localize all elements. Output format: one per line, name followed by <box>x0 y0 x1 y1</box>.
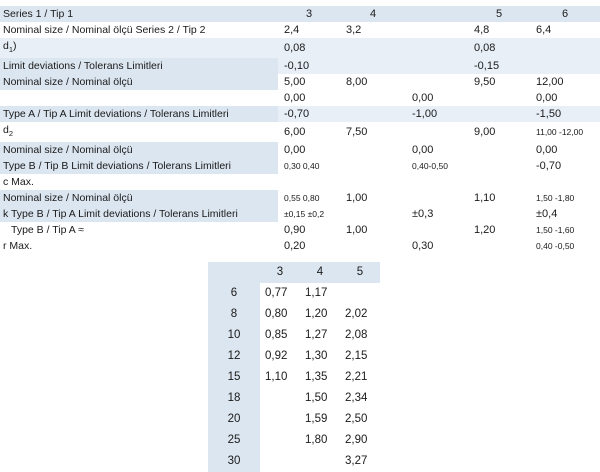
cell-c6: 0,40 -0,50 <box>530 238 600 254</box>
cell-c6: 1,50 -1,60 <box>530 222 600 238</box>
table-row <box>0 58 600 74</box>
cell-c3: ±0,15 ±0,2 <box>278 206 340 222</box>
cell-c3: -0,70 <box>278 106 340 122</box>
row-label: Nominal size / Nominal ölçü <box>0 74 278 90</box>
cell-c45: 0,00 <box>406 142 468 158</box>
cell-c45: ±0,3 <box>406 206 468 222</box>
cell-col5: 3,27 <box>345 455 368 467</box>
cell-c5 <box>468 142 530 158</box>
cell-c45 <box>406 58 468 74</box>
row-header: 8 <box>208 304 260 325</box>
cell-c45 <box>406 222 468 238</box>
cell-c4 <box>340 158 406 174</box>
row-label: $d_1$) <box>0 38 278 58</box>
cell-c6: ±0,4 <box>530 206 600 222</box>
cell-col4: 1,35 <box>305 371 328 383</box>
cell-col3: 0,85 <box>265 329 288 341</box>
specification-table-body <box>0 6 600 254</box>
table-row <box>208 346 380 367</box>
cell-c4 <box>340 174 406 190</box>
cell-col3 <box>260 430 300 451</box>
cell-c45: 0,00 <box>406 90 468 106</box>
cell-c6: 6,4 <box>530 22 600 38</box>
table-row <box>208 325 380 346</box>
cell-col3 <box>260 451 300 472</box>
table-row <box>208 283 380 304</box>
table-row <box>208 451 380 472</box>
cell-c45 <box>406 22 468 38</box>
row-label: Nominal size / Nominal ölçü <box>0 142 278 158</box>
cell-col5: 2,08 <box>345 329 368 341</box>
table-row <box>0 38 600 58</box>
cell-c3: 0,55 0,80 <box>278 190 340 206</box>
cell-c45: -1,00 <box>406 106 468 122</box>
cell-col5 <box>340 283 380 304</box>
cell-c3: 0,90 <box>278 222 340 238</box>
cell-col5: 2,15 <box>345 350 368 362</box>
cell-c6 <box>530 38 600 58</box>
cell-c6: -1,50 <box>530 106 600 122</box>
cell-col5: 2,21 <box>345 371 368 383</box>
cell-col3: 0,92 <box>265 350 288 362</box>
cell-c5: 0,08 <box>468 38 530 58</box>
cell-c5: 9,00 <box>468 122 530 142</box>
cell-col4: 1,27 <box>305 329 328 341</box>
table-row <box>0 174 600 190</box>
cell-c5: 9,50 <box>468 74 530 90</box>
table-row <box>208 304 380 325</box>
cell-c45 <box>406 6 468 22</box>
dimension-lookup-body <box>208 262 380 472</box>
cell-c6: 12,00 <box>530 74 600 90</box>
row-header: 20 <box>208 409 260 430</box>
cell-c3: 0,00 <box>278 90 340 106</box>
cell-c3: 0,00 <box>278 142 340 158</box>
table-row <box>208 367 380 388</box>
cell-c45 <box>406 74 468 90</box>
cell-c45 <box>406 190 468 206</box>
row-label: Type B / Tip A ≈ <box>0 222 278 238</box>
row-header: 18 <box>208 388 260 409</box>
cell-col3: 1,10 <box>265 371 288 383</box>
cell-c4: 3,2 <box>340 22 406 38</box>
cell-c6: 0,00 <box>530 90 600 106</box>
cell-c5: 1,20 <box>468 222 530 238</box>
cell-c3 <box>278 174 340 190</box>
cell-c5: 1,10 <box>468 190 530 206</box>
cell-c5: -0,15 <box>468 58 530 74</box>
cell-c3: -0,10 <box>278 58 340 74</box>
cell-c3: 2,4 <box>278 22 340 38</box>
row-label: Limit deviations / Tolerans Limitleri <box>0 58 278 74</box>
cell-col5: 2,50 <box>345 413 368 425</box>
row-label: c Max. <box>0 174 278 190</box>
row-label: Nominal size / Nominal ölçü Series 2 / Tip 2 <box>0 22 278 38</box>
row-label: Nominal size / Nominal ölçü <box>0 190 278 206</box>
table-row <box>0 22 600 38</box>
cell-c5 <box>468 90 530 106</box>
table-row <box>0 206 600 222</box>
table-header-row <box>208 262 380 283</box>
cell-col4: 1,30 <box>305 350 328 362</box>
row-label: Series 1 / Tip 1 <box>0 6 278 22</box>
table-row <box>0 106 600 122</box>
cell-c5 <box>468 174 530 190</box>
row-label: k Type B / Tip A Limit deviations / Tolerans Limitleri <box>0 206 278 222</box>
corner-cell <box>208 262 260 283</box>
cell-col4 <box>300 451 340 472</box>
row-header: 12 <box>208 346 260 367</box>
cell-col4: 1,20 <box>305 308 328 320</box>
cell-c4: 1,00 <box>340 190 406 206</box>
cell-col3: 0,77 <box>265 287 288 299</box>
cell-c6: 1,50 -1,80 <box>530 190 600 206</box>
row-label: Type B / Tip B Limit deviations / Tolerans Limitleri <box>0 158 278 174</box>
cell-c5 <box>468 158 530 174</box>
cell-col3: 0,80 <box>265 308 288 320</box>
cell-c45: 0,40-0,50 <box>406 158 468 174</box>
cell-c3: 0,08 <box>278 38 340 58</box>
cell-c3: 0,30 0,40 <box>278 158 340 174</box>
cell-c4 <box>340 106 406 122</box>
cell-c6: 11,00 -12,00 <box>530 122 600 142</box>
cell-c4 <box>340 142 406 158</box>
column-header-4: 4 <box>300 262 340 283</box>
table-row <box>0 158 600 174</box>
cell-c4: 7,50 <box>340 122 406 142</box>
table-row <box>208 388 380 409</box>
cell-c45 <box>406 38 468 58</box>
cell-c6: 0,00 <box>530 142 600 158</box>
cell-c4 <box>340 206 406 222</box>
cell-c45 <box>406 174 468 190</box>
cell-c5 <box>468 106 530 122</box>
row-header: 10 <box>208 325 260 346</box>
cell-c4: 4 <box>340 6 406 22</box>
cell-c45 <box>406 122 468 142</box>
cell-col4: 1,17 <box>305 287 328 299</box>
cell-col3 <box>260 388 300 409</box>
table-row <box>0 222 600 238</box>
cell-c45: 0,30 <box>406 238 468 254</box>
cell-col4: 1,80 <box>305 434 328 446</box>
cell-c5: 4,8 <box>468 22 530 38</box>
cell-col3 <box>260 409 300 430</box>
cell-col4: 1,50 <box>305 392 328 404</box>
cell-col5: 2,34 <box>345 392 368 404</box>
cell-c6: 6 <box>530 6 600 22</box>
cell-c6 <box>530 58 600 74</box>
dimension-lookup-table <box>208 262 380 472</box>
cell-c5: 5 <box>468 6 530 22</box>
cell-col4: 1,59 <box>305 413 328 425</box>
row-label: $d_2$ <box>0 122 278 142</box>
table-row <box>0 190 600 206</box>
row-label <box>0 90 278 106</box>
cell-c4: 8,00 <box>340 74 406 90</box>
table-row <box>0 74 600 90</box>
cell-c5 <box>468 238 530 254</box>
table-row <box>0 90 600 106</box>
cell-c4 <box>340 90 406 106</box>
table-row <box>0 122 600 142</box>
row-header: 30 <box>208 451 260 472</box>
specification-table <box>0 6 600 254</box>
table-row <box>208 409 380 430</box>
row-header: 25 <box>208 430 260 451</box>
cell-c4 <box>340 58 406 74</box>
column-header-5: 5 <box>340 262 380 283</box>
cell-c3: 3 <box>278 6 340 22</box>
cell-c6: -0,70 <box>530 158 600 174</box>
table-row <box>0 142 600 158</box>
cell-c4 <box>340 238 406 254</box>
cell-c3: 5,00 <box>278 74 340 90</box>
cell-col5: 2,02 <box>345 308 368 320</box>
row-header: 6 <box>208 283 260 304</box>
table-row <box>208 430 380 451</box>
table-row <box>0 6 600 22</box>
cell-c5 <box>468 206 530 222</box>
cell-c3: 0,20 <box>278 238 340 254</box>
column-header-3: 3 <box>260 262 300 283</box>
cell-c6 <box>530 174 600 190</box>
cell-c4 <box>340 38 406 58</box>
table-row <box>0 238 600 254</box>
cell-c3: 6,00 <box>278 122 340 142</box>
row-label: Type A / Tip A Limit deviations / Tolerans Limitleri <box>0 106 278 122</box>
row-header: 15 <box>208 367 260 388</box>
cell-col5: 2,90 <box>345 434 368 446</box>
row-label: r Max. <box>0 238 278 254</box>
cell-c4: 1,00 <box>340 222 406 238</box>
